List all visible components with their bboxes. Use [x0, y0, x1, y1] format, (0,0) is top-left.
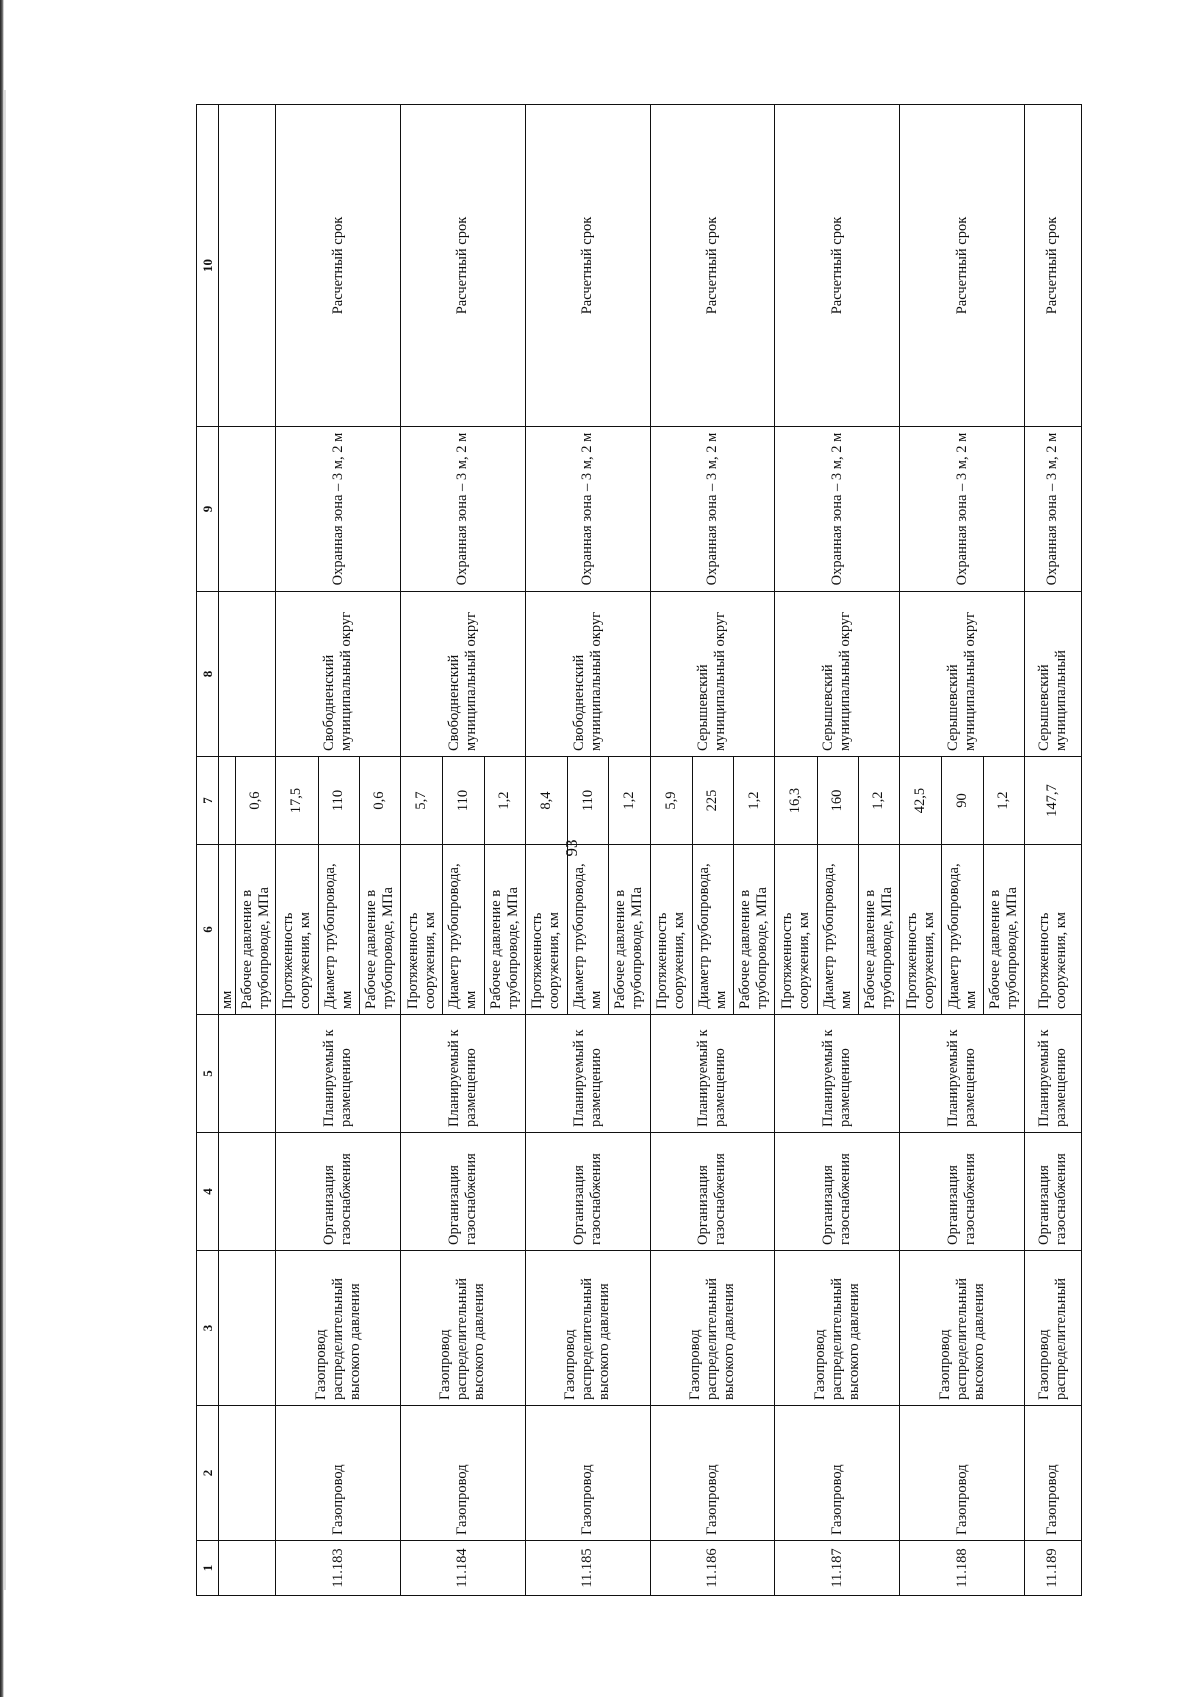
- param-values-cell: [900, 757, 1025, 845]
- param-value: 1,2: [484, 757, 525, 844]
- organization: Организация газоснабжения: [650, 1133, 775, 1251]
- protection-zone: Охранная зона – 3 м, 2 м: [401, 427, 526, 592]
- location: Свободненский муниципальный округ: [401, 592, 526, 757]
- param-label: Рабочее давление в трубопроводе, МПа: [484, 845, 525, 1014]
- object-name: Газопровод распределительный высокого давления: [525, 1251, 650, 1406]
- location: Серышевский муниципальный округ: [900, 592, 1025, 757]
- column-number: 8: [197, 592, 219, 757]
- param-values-cell: [276, 757, 401, 845]
- param-labels-cell: [401, 845, 526, 1015]
- object-name: Газопровод распределительный: [1024, 1251, 1081, 1406]
- param-value: 147,7: [1044, 784, 1061, 817]
- param-label: Диаметр трубопровода, мм: [442, 845, 483, 1014]
- param-labels-cell: [525, 845, 650, 1015]
- table-row: [900, 105, 1025, 1596]
- scan-edge-shadow: [4, 90, 6, 1590]
- param-label: Рабочее давление в трубопроводе, МПа: [858, 845, 899, 1014]
- object-type: Газопровод: [401, 1406, 526, 1541]
- table-row: [775, 105, 900, 1596]
- implementation-term: Расчетный срок: [525, 105, 650, 427]
- row-number: 11.183: [276, 1541, 401, 1596]
- organization: Организация газоснабжения: [1024, 1133, 1081, 1251]
- status: Планируемый к размещению: [1024, 1015, 1081, 1133]
- param-label: Диаметр трубопровода, мм: [817, 845, 858, 1014]
- organization: Организация газоснабжения: [276, 1133, 401, 1251]
- protection-zone: Охранная зона – 3 м, 2 м: [900, 427, 1025, 592]
- param-label: Протяженность сооружения, км: [279, 912, 313, 1009]
- implementation-term: Расчетный срок: [1024, 105, 1081, 427]
- row-number: 11.186: [650, 1541, 775, 1596]
- param-labels-cell: [900, 845, 1025, 1015]
- organization: Организация газоснабжения: [401, 1133, 526, 1251]
- object-type: Газопровод: [775, 1406, 900, 1541]
- param-label: Протяженность сооружения, км: [1035, 912, 1069, 1009]
- param-label: Рабочее давление в трубопроводе, МПа: [733, 845, 774, 1014]
- table-row: [1024, 105, 1081, 1596]
- object-type: Газопровод: [900, 1406, 1025, 1541]
- table-row: [525, 105, 650, 1596]
- param-values-cell: [650, 757, 775, 845]
- param-labels-cell: [1024, 845, 1081, 1015]
- param-value: 225: [692, 757, 733, 844]
- status: Планируемый к размещению: [650, 1015, 775, 1133]
- column-number: 2: [197, 1406, 219, 1541]
- object-name: Газопровод распределительный высокого давления: [900, 1251, 1025, 1406]
- param-label: Протяженность сооружения, км: [404, 912, 438, 1009]
- param-label: Диаметр трубопровода, мм: [567, 845, 608, 1014]
- column-number: 1: [197, 1541, 219, 1596]
- status: Планируемый к размещению: [276, 1015, 401, 1133]
- table-row: [401, 105, 526, 1596]
- column-number: 6: [197, 845, 219, 1015]
- implementation-term: Расчетный срок: [900, 105, 1025, 427]
- param-value: 160: [817, 757, 858, 844]
- param-value: 90: [941, 757, 982, 844]
- param-value: 17,5: [288, 787, 305, 814]
- param-value: 8,4: [537, 791, 554, 810]
- param-value: 1,2: [983, 757, 1024, 844]
- organization: Организация газоснабжения: [775, 1133, 900, 1251]
- location: Серышевский муниципальный округ: [650, 592, 775, 757]
- param-value: 110: [567, 757, 608, 844]
- status: Планируемый к размещению: [525, 1015, 650, 1133]
- page-number: 93: [562, 839, 581, 857]
- param-value: 1,2: [733, 757, 774, 844]
- protection-zone: Охранная зона – 3 м, 2 м: [525, 427, 650, 592]
- rotated-table-page: [196, 105, 1082, 1596]
- implementation-term: Расчетный срок: [401, 105, 526, 427]
- param-value: 110: [318, 757, 359, 844]
- param-labels-cell: [775, 845, 900, 1015]
- row-number: 11.185: [525, 1541, 650, 1596]
- param-values-cell: [401, 757, 526, 845]
- param-value: 5,7: [413, 791, 430, 810]
- param-value: 1,2: [858, 757, 899, 844]
- continuation-param: Рабочее давление в трубопроводе, МПа: [238, 887, 272, 1009]
- location: Серышевский муниципальный: [1024, 592, 1081, 757]
- param-value: 110: [442, 757, 483, 844]
- object-name: Газопровод распределительный высокого давления: [401, 1251, 526, 1406]
- param-label: Рабочее давление в трубопроводе, МПа: [983, 845, 1024, 1014]
- row-number: 11.187: [775, 1541, 900, 1596]
- location: Свободненский муниципальный округ: [525, 592, 650, 757]
- object-name: Газопровод распределительный высокого давления: [650, 1251, 775, 1406]
- object-type: Газопровод: [525, 1406, 650, 1541]
- continuation-value-cell: [219, 757, 276, 845]
- param-label: Диаметр трубопровода, мм: [318, 845, 359, 1014]
- protection-zone: Охранная зона – 3 м, 2 м: [276, 427, 401, 592]
- row-number: 11.184: [401, 1541, 526, 1596]
- protection-zone: Охранная зона – 3 м, 2 м: [1024, 427, 1081, 592]
- continuation-unit: мм: [219, 845, 236, 1014]
- param-label: Протяженность сооружения, км: [654, 912, 688, 1009]
- param-value: 1,2: [608, 757, 649, 844]
- param-values-cell: [775, 757, 900, 845]
- object-type: Газопровод: [1024, 1406, 1081, 1541]
- param-labels-cell: [276, 845, 401, 1015]
- param-label: Протяженность сооружения, км: [778, 912, 812, 1009]
- param-value: 42,5: [912, 787, 929, 814]
- continuation-row: [219, 105, 276, 1596]
- status: Планируемый к размещению: [900, 1015, 1025, 1133]
- param-label: Диаметр трубопровода, мм: [692, 845, 733, 1014]
- column-number: 10: [197, 105, 219, 427]
- param-value: 5,9: [662, 791, 679, 810]
- row-number: 11.189: [1024, 1541, 1081, 1596]
- continuation-value: 0,6: [247, 791, 264, 810]
- param-labels-cell: [650, 845, 775, 1015]
- param-value: 0,6: [359, 757, 400, 844]
- row-number: 11.188: [900, 1541, 1025, 1596]
- organization: Организация газоснабжения: [525, 1133, 650, 1251]
- param-value: 16,3: [787, 787, 804, 814]
- status: Планируемый к размещению: [775, 1015, 900, 1133]
- column-number-row: [197, 105, 219, 1596]
- implementation-term: Расчетный срок: [775, 105, 900, 427]
- protection-zone: Охранная зона – 3 м, 2 м: [775, 427, 900, 592]
- table-row: [276, 105, 401, 1596]
- param-values-cell: [525, 757, 650, 845]
- param-label: Протяженность сооружения, км: [529, 912, 563, 1009]
- column-number: 7: [197, 757, 219, 845]
- param-label: Рабочее давление в трубопроводе, МПа: [359, 845, 400, 1014]
- object-name: Газопровод распределительный высокого давления: [775, 1251, 900, 1406]
- column-number: 3: [197, 1251, 219, 1406]
- object-type: Газопровод: [276, 1406, 401, 1541]
- param-label: Протяженность сооружения, км: [903, 912, 937, 1009]
- table-row: [650, 105, 775, 1596]
- protection-zone: Охранная зона – 3 м, 2 м: [650, 427, 775, 592]
- implementation-term: Расчетный срок: [650, 105, 775, 427]
- status: Планируемый к размещению: [401, 1015, 526, 1133]
- location: Свободненский муниципальный округ: [276, 592, 401, 757]
- column-number: 9: [197, 427, 219, 592]
- continuation-param-cell: [219, 845, 276, 1015]
- param-label: Рабочее давление в трубопроводе, МПа: [608, 845, 649, 1014]
- object-type: Газопровод: [650, 1406, 775, 1541]
- param-label: Диаметр трубопровода, мм: [941, 845, 982, 1014]
- table-body: [197, 105, 1082, 1596]
- organization: Организация газоснабжения: [900, 1133, 1025, 1251]
- param-values-cell: [1024, 757, 1081, 845]
- object-name: Газопровод распределительный высокого давления: [276, 1251, 401, 1406]
- gas-pipeline-table: [196, 104, 1082, 1596]
- column-number: 5: [197, 1015, 219, 1133]
- location: Серышевский муниципальный округ: [775, 592, 900, 757]
- column-number: 4: [197, 1133, 219, 1251]
- implementation-term: Расчетный срок: [276, 105, 401, 427]
